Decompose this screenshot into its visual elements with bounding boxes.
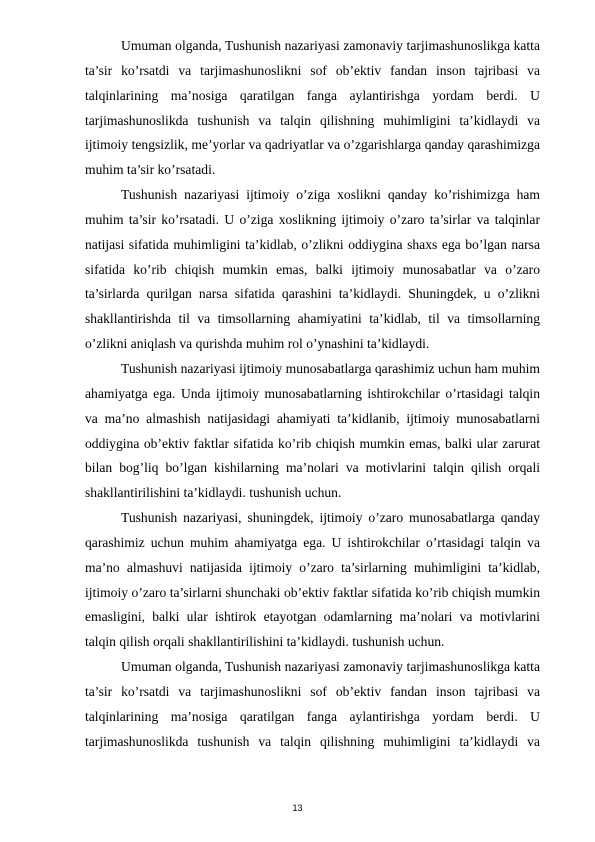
paragraph-3: Tushunish nazariyasi ijtimoiy munosabatlarga qarashimiz uchun ham muhim ahamiyatga ega. Unda ijtimoiy munosabatlarning ishtirokchilar o’rtasidagi talqin va ma’no almashish natijasidagi ahamiyati ta’kidlanib, ijtimoiy munosabatlarni oddiygina ob’ektiv faktlar sifatida ko’rib chiqish mumkin emas, balki ular zarurat bilan bog’liq bo’lgan kishilarning ma’nolari va motivlarini talqin qilish orqali shakllantirilishini ta’kidlaydi. tushunish uchun. <box>85 360 540 501</box>
body-text <box>85 34 540 754</box>
paragraph-1: Umuman olganda, Tushunish nazariyasi zamonaviy tarjimashunoslikga katta ta’sir ko’rsatdi va tarjimashunoslikni sof ob’ektiv fandan inson tajribasi va talqinlarining ma’nosiga qaratilgan fanga aylantirishga yordam berdi. U tarjimashunoslikda tushunish va talqin qilishning muhimligini ta’kidlaydi va ijtimoiy tengsizlik, me’yorlar va qadriyatlar va o’zgarishlarga qanday qarashimizga muhim ta’sir ko’rsatadi. <box>85 38 540 178</box>
paragraph-4: Tushunish nazariyasi, shuningdek, ijtimoiy o’zaro munosabatlarga qanday qarashimiz uchun muhim ahamiyatga ega. U ishtirokchilar o’rtasidagi talqin va ma’no almashuvi natijasida ijtimoiy o’zaro ta’sirlarning muhimligini ta’kidlab, ijtimoiy o’zaro ta’sirlarni shunchaki ob’ektiv faktlar sifatida ko’rib chiqish mumkin emasligini, balki ular ishtirok etayotgan odamlarning ma’nolari va motivlarini talqin qilish orqali shakllantirilishini ta’kidlaydi. tushunish uchun. <box>85 510 540 650</box>
paragraph-2: Tushunish nazariyasi ijtimoiy o’ziga xoslikni qanday ko’rishimizga ham muhim ta’sir ko’rsatadi. U o’ziga xoslikning ijtimoiy o’zaro ta’sirlar va talqinlar natijasi sifatida muhimligini ta’kidlab, o’zlikni oddiygina shaxs ega bo’lgan narsa sifatida ko’rib chiqish mumkin emas, balki ijtimoiy munosabatlar va o’zaro ta’sirlarda qurilgan narsa sifatida qarashini ta’kidlaydi. Shuningdek, u o’zlikni shakllantirishda til va timsollarning ahamiyatini ta’kidlab, til va timsollarning o’zlikni aniqlash va qurishda muhim rol o’ynashini ta’kidlaydi. <box>85 187 540 352</box>
paragraph-5: Umuman olganda, Tushunish nazariyasi zamonaviy tarjimashunoslikga katta ta’sir ko’rsatdi va tarjimashunoslikni sof ob’ektiv fandan inson tajribasi va talqinlarining ma’nosiga qaratilgan fanga aylantirishga yordam berdi. U tarjimashunoslikda tushunish va talqin qilishning muhimligini ta’kidlaydi va <box>85 659 540 749</box>
page-number: 13 <box>292 803 303 813</box>
